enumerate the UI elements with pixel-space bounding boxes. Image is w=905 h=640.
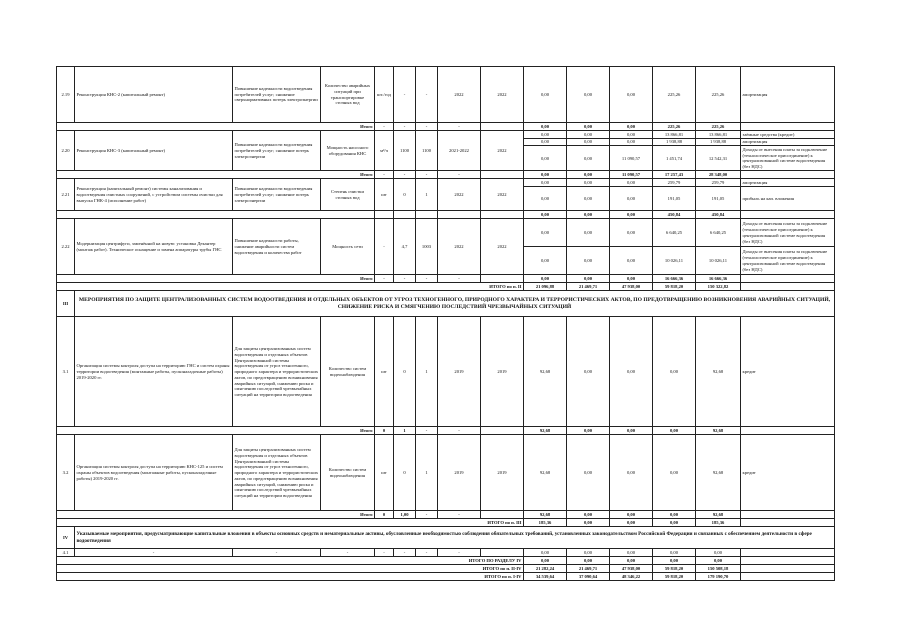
investment-program-table — [56, 66, 835, 581]
subtotal-label: Итого — [57, 427, 375, 435]
value-from: 4,7 — [394, 219, 416, 275]
amount-4: 0,00 — [653, 317, 696, 427]
total-amount-2: 21 469,71 — [567, 283, 610, 291]
dash-cell: - — [416, 549, 438, 557]
dash-cell: - — [394, 549, 416, 557]
amount-4: 1 451,74 — [653, 146, 696, 171]
row-number: 2.22 — [57, 219, 75, 275]
dash-cell: - — [375, 549, 394, 557]
subtotal-v2: 1,00 — [394, 511, 416, 519]
indicator-name: Мощность сети — [321, 219, 375, 275]
total-amount-1: 21 282,24 — [524, 565, 567, 573]
subtotal-amount-3: 0,00 — [610, 211, 653, 219]
subtotal-row — [57, 275, 835, 283]
amount-2: 0,00 — [567, 67, 610, 123]
value-to: 1 — [416, 317, 438, 427]
subtotal-label: Итого — [57, 511, 375, 519]
unit: - — [375, 219, 394, 275]
subtotal-v3: - — [416, 123, 438, 131]
subtotal-v2: - — [394, 123, 416, 131]
empty-cell — [481, 511, 524, 519]
amount-3: 0,00 — [610, 317, 653, 427]
subtotal-amount-3: 0,00 — [610, 123, 653, 131]
table-row — [57, 219, 835, 247]
row-number: 3.1 — [57, 317, 75, 427]
total-amount-2: 0,00 — [567, 519, 610, 527]
subtotal-amount-4: 225,26 — [653, 123, 696, 131]
grand-total-amount-4: 59 818,20 — [653, 573, 696, 581]
section-total-label: ИТОГО по п. II-IV — [57, 565, 524, 573]
subtotal-amount-total: 92,68 — [696, 427, 741, 435]
amount-4: 6 640,25 — [653, 219, 696, 247]
amount-3: 0,00 — [610, 187, 653, 211]
empty-cell — [741, 275, 835, 283]
total-amount-2: 21 469,71 — [567, 565, 610, 573]
empty-cell — [741, 519, 835, 527]
amount-3: 0,00 — [610, 549, 653, 557]
row-number: 2.19 — [57, 67, 75, 123]
subtotal-amount-1: 92,68 — [524, 511, 567, 519]
funding-source: заёмные средства (кредит) — [741, 131, 835, 139]
amount-3: 11 090,57 — [610, 146, 653, 171]
subtotal-amount-2: 0,00 — [567, 211, 610, 219]
amount-2: 0,00 — [567, 146, 610, 171]
funding-source: Доходы от внесения платы за подключение (технологическое присоединение) к централизованной системе водоотведения (без НДС) — [741, 247, 835, 275]
section-header-row — [57, 527, 835, 549]
subtotal-amount-total: 28 348,00 — [696, 171, 741, 179]
measure-name: Модернизация центрифуги, заменённой на новую: установка Декантер (монтаж работ). Техническое оснащение и замена аппаратуры трубы ГНС — [75, 219, 233, 275]
year-end: 2019 — [481, 317, 524, 427]
subtotal-row — [57, 123, 835, 131]
value-from: 0 — [394, 317, 416, 427]
amount-1: 0,00 — [524, 67, 567, 123]
measure-name: Реконструкция (капитальный ремонт) системы канализования и водоотведения очистных сооружений, с устройством системы очистки для выпуска ГНК-4 (исполнение работ) — [75, 179, 233, 211]
subtotal-amount-1: 0,00 — [524, 123, 567, 131]
subtotal-amount-1: 0,00 — [524, 171, 567, 179]
total-amount-2: 0,00 — [567, 557, 610, 565]
subtotal-amount-2: 0,00 — [567, 511, 610, 519]
table-row — [57, 67, 835, 123]
subtotal-v1: - — [375, 123, 394, 131]
amount-4: 259,79 — [653, 179, 696, 187]
total-amount-3: 0,00 — [610, 519, 653, 527]
measure-goal: Повышение надежности водоотведения потребителей услуг; снижение потерь электроэнергии — [233, 179, 321, 211]
measure-name: Реконструкция КНС-2 (капитальный ремонт) — [75, 67, 233, 123]
total-amount-4: 59 818,20 — [653, 565, 696, 573]
measure-name: Реконструкция КНС-3 (капитальный ремонт) — [75, 131, 233, 171]
subtotal-amount-total: 225,26 — [696, 123, 741, 131]
grand-total-label: ИТОГО по п. I-IV — [57, 573, 524, 581]
empty-cell — [741, 171, 835, 179]
amount-4: 225,26 — [653, 67, 696, 123]
year-end: 2022 — [481, 131, 524, 171]
subtotal-v4: - — [438, 123, 481, 131]
funding-source: кредит — [741, 317, 835, 427]
value-to: 1 — [416, 435, 438, 511]
subtotal-row — [57, 211, 835, 219]
year-start: 2022 — [438, 219, 481, 275]
dash-cell: - — [321, 549, 375, 557]
subtotal-v4: - — [438, 171, 481, 179]
total-amount-4: 0,00 — [653, 557, 696, 565]
amount-1: 0,00 — [524, 549, 567, 557]
total-amount-4: 0,00 — [653, 519, 696, 527]
total-amount-1: 21 096,88 — [524, 283, 567, 291]
amount-1: 0,00 — [524, 138, 567, 146]
amount-total: 10 026,11 — [696, 247, 741, 275]
amount-2: 0,00 — [567, 317, 610, 427]
empty-cell — [416, 211, 438, 219]
amount-total: 92,68 — [696, 435, 741, 511]
subtotal-label: Итого — [57, 171, 375, 179]
section-title: МЕРОПРИЯТИЯ ПО ЗАЩИТЕ ЦЕНТРАЛИЗОВАННЫХ СИСТЕМ ВОДООТВЕДЕНИЯ И ОТДЕЛЬНЫХ ОБЪЕКТОВ ОТ УГРОЗ ТЕХНОГЕННОГО, ПРИРОДНОГО ХАРАКТЕРА И ТЕРРОРИСТИЧЕСКИХ АКТОВ, ПО ПРЕДОТВРАЩЕНИЮ ВОЗНИКНОВЕНИЯ АВАРИЙНЫХ СИТУАЦИЙ, СНИЖЕНИЕ РИСКА И СМЯГЧЕНИЮ ПОСЛЕДСТВИЙ ЧРЕЗВЫЧАЙНЫХ СИТУАЦИЙ — [75, 291, 835, 317]
subtotal-v3: - — [416, 171, 438, 179]
measure-name: Организация системы контроля доступа на территорию ГНС и систем охраны территории водоотведения (монтажные работы, пусконаладочные работы) 2019-2020 гг. — [75, 317, 233, 427]
funding-source: кредит — [741, 435, 835, 511]
table-row — [57, 317, 835, 427]
total-amount-4: 59 818,20 — [653, 283, 696, 291]
empty-cell — [481, 549, 524, 557]
empty-cell — [438, 211, 481, 219]
amount-total: 225,26 — [696, 67, 741, 123]
grand-total-amount-2: 37 090,64 — [567, 573, 610, 581]
empty-cell — [741, 565, 835, 573]
amount-total: 13 866,81 — [696, 131, 741, 139]
empty-cell — [741, 557, 835, 565]
empty-cell — [481, 211, 524, 219]
amount-3: 0,00 — [610, 179, 653, 187]
subtotal-amount-1: 92,68 — [524, 427, 567, 435]
year-start: 2022 — [438, 179, 481, 211]
year-end: 2022 — [481, 219, 524, 275]
value-to: - — [416, 67, 438, 123]
funding-source: амортизация — [741, 67, 835, 123]
empty-cell — [481, 427, 524, 435]
subtotal-amount-3: 0,00 — [610, 427, 653, 435]
empty-cell — [741, 427, 835, 435]
subtotal-amount-total: 16 666,36 — [696, 275, 741, 283]
empty-cell — [481, 275, 524, 283]
total-amount-3: 0,00 — [610, 557, 653, 565]
subtotal-amount-1: 0,00 — [524, 211, 567, 219]
subtotal-amount-2: 0,00 — [567, 171, 610, 179]
amount-3: 0,00 — [610, 67, 653, 123]
table-row — [57, 179, 835, 187]
empty-cell — [741, 573, 835, 581]
subtotal-v4: - — [438, 511, 481, 519]
amount-1: 0,00 — [524, 187, 567, 211]
subtotal-amount-total: 92,68 — [696, 511, 741, 519]
amount-3: 0,00 — [610, 247, 653, 275]
total-amount-3: 47 938,00 — [610, 283, 653, 291]
section-total-row — [57, 565, 835, 573]
value-to: 1 — [416, 179, 438, 211]
empty-cell — [741, 211, 835, 219]
funding-source: Доходы от внесения платы за подключение (технологическое присоединение) к централизованной системе водоотведения (без НДС) — [741, 219, 835, 247]
subtotal-v3: - — [416, 427, 438, 435]
grand-total-amount-3: 48 346,22 — [610, 573, 653, 581]
funding-source: прибыль на кап. вложения — [741, 187, 835, 211]
amount-total: 259,79 — [696, 179, 741, 187]
subtotal-v1: - — [375, 275, 394, 283]
grand-total-row — [57, 573, 835, 581]
value-from: 0 — [394, 435, 416, 511]
indicator-name: Количество аварийных ситуаций при транспортировке сточных вод — [321, 67, 375, 123]
year-end: 2019 — [481, 435, 524, 511]
subtotal-amount-4: 0,00 — [653, 427, 696, 435]
amount-total: 6 640,25 — [696, 219, 741, 247]
amount-2: 0,00 — [567, 247, 610, 275]
measure-goal: Для защиты централизованных систем водоотведения и отдельных объектов Централизованной системы водоотведения от угроз техногенного, природного характера и террористических актов, по предотвращению возникновения аварийных ситуаций, снижению риска и смягчению последствий чрезвычайных ситуаций на территории водоотведения — [233, 317, 321, 427]
subtotal-amount-4: 17 257,43 — [653, 171, 696, 179]
amount-total: 1 938,88 — [696, 138, 741, 146]
grand-total-amount-total: 179 190,70 — [696, 573, 741, 581]
amount-1: 92,68 — [524, 435, 567, 511]
year-start: 2022 — [438, 67, 481, 123]
empty-cell — [375, 211, 394, 219]
year-start: 2019 — [438, 317, 481, 427]
value-from: - — [394, 67, 416, 123]
funding-source: Доходы от внесения платы за подключение (технологическое присоединение) к централизованной системе водоотведения (без НДС) — [741, 146, 835, 171]
amount-total: 12 542,31 — [696, 146, 741, 171]
section-number: IV — [57, 527, 75, 549]
amount-2: 0,00 — [567, 138, 610, 146]
amount-1: 0,00 — [524, 219, 567, 247]
total-amount-total: 150 508,18 — [696, 565, 741, 573]
subtotal-v1: - — [375, 171, 394, 179]
year-start: 2019 — [438, 435, 481, 511]
year-end: 2022 — [481, 67, 524, 123]
measure-goal: Для защиты централизованных систем водоотведения и отдельных объектов Централизованной системы водоотведения от угроз техногенного, природного характера и террористических актов, по предотвращению возникновения аварийных ситуаций, снижению риска и смягчению последствий чрезвычайных ситуаций на территории водоотведения — [233, 435, 321, 511]
grand-total-amount-1: 34 539,64 — [524, 573, 567, 581]
amount-2: 0,00 — [567, 179, 610, 187]
subtotal-v1: 0 — [375, 511, 394, 519]
subtotal-v3: - — [416, 511, 438, 519]
subtotal-v1: 0 — [375, 427, 394, 435]
year-start: 2021-2022 — [438, 131, 481, 171]
table-row — [57, 131, 835, 139]
subtotal-amount-3: 0,00 — [610, 275, 653, 283]
subtotal-amount-4: 450,84 — [653, 211, 696, 219]
dash-cell: - — [438, 549, 481, 557]
year-end: 2022 — [481, 179, 524, 211]
measure-name: Организация системы контроля доступа на территорию КНС-125 и систем охраны объектов водоотведения (монтажные работы, пусконаладочные работы) 2019-2020 гг. — [75, 435, 233, 511]
unit: шт./год — [375, 67, 394, 123]
amount-1: 0,00 — [524, 179, 567, 187]
indicator-name: Количество систем видеонаблюдения — [321, 435, 375, 511]
total-amount-total: 150 322,82 — [696, 283, 741, 291]
subtotal-amount-4: 16 666,36 — [653, 275, 696, 283]
subtotal-amount-total: 450,84 — [696, 211, 741, 219]
unit: шт — [375, 179, 394, 211]
amount-3: 0,00 — [610, 219, 653, 247]
row-number: 2.20 — [57, 131, 75, 171]
unit: шт — [375, 317, 394, 427]
subtotal-label: Итого — [57, 123, 375, 131]
dash-cell: - — [75, 549, 233, 557]
subtotal-v2: - — [394, 171, 416, 179]
dash-cell: - — [233, 549, 321, 557]
amount-1: 92,68 — [524, 317, 567, 427]
indicator-name: Мощность насосного оборудования КНС — [321, 131, 375, 171]
amount-1: 0,00 — [524, 247, 567, 275]
funding-source: амортизация — [741, 179, 835, 187]
subtotal-amount-4: 0,00 — [653, 511, 696, 519]
subtotal-row — [57, 171, 835, 179]
amount-2: 0,00 — [567, 219, 610, 247]
amount-4: 1 938,88 — [653, 138, 696, 146]
measure-goal: Повышение надежности водоотведения потребителей услуг; снижение потерь электроэнергии — [233, 131, 321, 171]
total-amount-3: 47 938,00 — [610, 565, 653, 573]
section-total-label: ИТОГО ПО РАЗДЕЛУ IV — [57, 557, 524, 565]
amount-4: 0,00 — [653, 435, 696, 511]
empty-cell — [57, 211, 375, 219]
subtotal-row — [57, 511, 835, 519]
total-amount-1: 185,36 — [524, 519, 567, 527]
amount-3: 0,00 — [610, 138, 653, 146]
measure-goal: Повышение надежности работы, снижение аварийности систем водоотведения и количества работ — [233, 219, 321, 275]
section-header-row — [57, 291, 835, 317]
total-amount-total: 185,36 — [696, 519, 741, 527]
value-from: 0 — [394, 179, 416, 211]
value-to: 1100 — [416, 131, 438, 171]
section-number: III — [57, 291, 75, 317]
funding-source: амортизация — [741, 138, 835, 146]
indicator-name: Степень очистки сточных вод — [321, 179, 375, 211]
empty-cell — [741, 549, 835, 557]
amount-total: 0,00 — [696, 549, 741, 557]
section-total-row — [57, 557, 835, 565]
subtotal-v2: - — [394, 275, 416, 283]
section-total-row — [57, 283, 835, 291]
empty-cell — [741, 123, 835, 131]
row-number: 4.1 — [57, 549, 75, 557]
table-row — [57, 549, 835, 557]
unit: м³/ч — [375, 131, 394, 171]
empty-cell — [481, 171, 524, 179]
subtotal-v2: 1 — [394, 427, 416, 435]
amount-4: 191,05 — [653, 187, 696, 211]
row-number: 3.2 — [57, 435, 75, 511]
amount-total: 191,05 — [696, 187, 741, 211]
value-to: 1003 — [416, 219, 438, 275]
amount-3: 0,00 — [610, 131, 653, 139]
subtotal-amount-2: 0,00 — [567, 275, 610, 283]
amount-1: 0,00 — [524, 131, 567, 139]
amount-total: 92,68 — [696, 317, 741, 427]
amount-2: 0,00 — [567, 435, 610, 511]
indicator-name: Количество систем видеонаблюдения — [321, 317, 375, 427]
empty-cell — [741, 283, 835, 291]
subtotal-v3: - — [416, 275, 438, 283]
empty-cell — [741, 511, 835, 519]
subtotal-v4: - — [438, 275, 481, 283]
value-from: 1100 — [394, 131, 416, 171]
amount-2: 0,00 — [567, 549, 610, 557]
total-amount-1: 0,00 — [524, 557, 567, 565]
subtotal-label: Итого — [57, 275, 375, 283]
amount-3: 0,00 — [610, 435, 653, 511]
subtotal-amount-2: 0,00 — [567, 123, 610, 131]
amount-4: 13 866,81 — [653, 131, 696, 139]
empty-cell — [394, 211, 416, 219]
amount-4: 0,00 — [653, 549, 696, 557]
amount-4: 10 026,11 — [653, 247, 696, 275]
total-amount-total: 0,00 — [696, 557, 741, 565]
amount-2: 0,00 — [567, 187, 610, 211]
measure-goal: Повышение надежности водоотведения потребителей услуг; снижение сверхнормативных потерь электроэнергии — [233, 67, 321, 123]
subtotal-v4: - — [438, 427, 481, 435]
section-total-label: ИТОГО по п. III — [57, 519, 524, 527]
section-title: Указываемые мероприятия, предусматривающие капитальные вложения в объекты основных средств и нематериальные активы, обусловленные необходимостью соблюдения обязательных требований, установленных законодательством Российской Федерации и связанных с обеспечением деятельности в сфере водоотведения — [75, 527, 835, 549]
empty-cell — [481, 123, 524, 131]
subtotal-amount-3: 11 090,57 — [610, 171, 653, 179]
amount-2: 0,00 — [567, 131, 610, 139]
subtotal-row — [57, 427, 835, 435]
section-total-label: ИТОГО по п. II — [57, 283, 524, 291]
unit: шт — [375, 435, 394, 511]
subtotal-amount-3: 0,00 — [610, 511, 653, 519]
amount-1: 0,00 — [524, 146, 567, 171]
section-total-row — [57, 519, 835, 527]
subtotal-amount-1: 0,00 — [524, 275, 567, 283]
table-row — [57, 435, 835, 511]
row-number: 2.21 — [57, 179, 75, 211]
subtotal-amount-2: 0,00 — [567, 427, 610, 435]
